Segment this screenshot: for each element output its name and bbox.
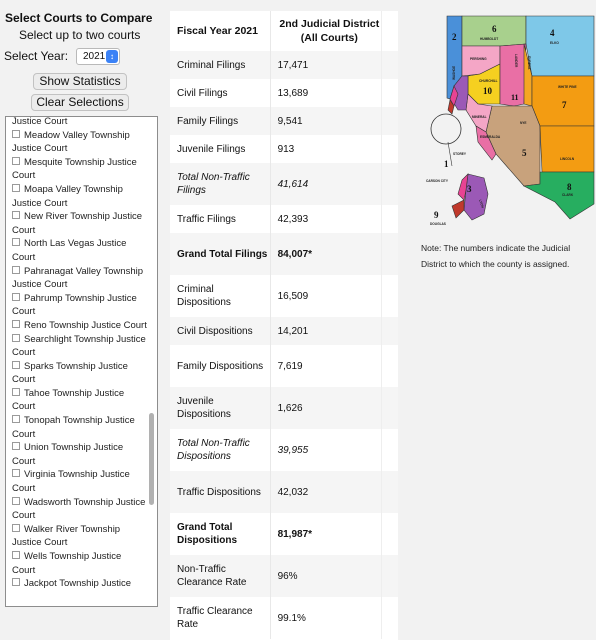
- court-checkbox[interactable]: [12, 211, 20, 219]
- court-name: Justice Court: [12, 116, 68, 127]
- table-spacer-cell: [381, 387, 398, 429]
- court-checkbox[interactable]: [12, 551, 20, 559]
- statistics-table: [170, 11, 398, 640]
- court-list: [6, 116, 157, 591]
- row-value: 41,614: [270, 163, 382, 205]
- court-checkbox[interactable]: [12, 266, 20, 274]
- court-list-item[interactable]: [6, 319, 157, 333]
- county-label: ESMERALDA: [480, 135, 501, 139]
- court-list-item[interactable]: [6, 360, 157, 387]
- table-spacer-cell: [381, 345, 398, 387]
- map-note: Note: The numbers indicate the Judicial District to which the county is assigned.: [421, 243, 571, 269]
- district-label: 7: [562, 100, 567, 110]
- inset-lyon: [464, 174, 488, 220]
- table-spacer-cell: [381, 51, 398, 79]
- table-spacer-cell: [381, 79, 398, 107]
- court-name: Walker River Township Justice Court: [12, 523, 121, 549]
- district-label: 1: [444, 159, 449, 169]
- list-scrollbar-thumb[interactable]: [149, 413, 154, 505]
- row-value: 14,201: [270, 317, 382, 345]
- row-label: Civil Filings: [177, 87, 228, 99]
- court-name: Searchlight Township Justice Court: [12, 333, 146, 359]
- table-spacer-cell: [381, 471, 398, 513]
- row-value: 42,393: [270, 205, 382, 233]
- court-name: Moapa Valley Township Justice Court: [12, 183, 123, 209]
- court-checkbox[interactable]: [12, 578, 20, 586]
- clear-selections-button[interactable]: Clear Selections: [31, 94, 129, 111]
- court-list-item[interactable]: [6, 292, 157, 319]
- court-name: Pahrump Township Justice Court: [12, 292, 137, 318]
- county-label: ELKO: [550, 41, 559, 45]
- district-label: 11: [511, 93, 519, 102]
- district-label: 6: [492, 24, 497, 34]
- court-name: Mesquite Township Justice Court: [12, 156, 137, 182]
- county-label: EUREKA: [527, 56, 531, 70]
- row-label: Criminal Filings: [177, 59, 246, 71]
- court-checkbox[interactable]: [12, 130, 20, 138]
- court-name: Sparks Township Justice Court: [12, 360, 128, 386]
- row-label: Grand Total Dispositions: [177, 522, 238, 546]
- court-list-item[interactable]: [6, 550, 157, 577]
- court-checkbox[interactable]: [12, 524, 20, 532]
- county-label: CLARK: [562, 193, 574, 197]
- chevron-updown-icon: ↕: [106, 50, 118, 63]
- district-label: 5: [522, 148, 527, 158]
- row-value: 913: [270, 135, 382, 163]
- court-checkbox[interactable]: [12, 388, 20, 396]
- table-row: [170, 135, 398, 163]
- table-row: [170, 107, 398, 135]
- court-checkbox[interactable]: [12, 238, 20, 246]
- court-list-item[interactable]: [6, 183, 157, 210]
- table-row: [170, 387, 398, 429]
- table-row: [170, 51, 398, 79]
- district-label: 2: [452, 32, 457, 42]
- court-name: New River Township Justice Court: [12, 211, 143, 236]
- table-row: [170, 513, 398, 555]
- inset-circle: [431, 114, 461, 144]
- court-checkbox[interactable]: [12, 469, 20, 477]
- court-list-item[interactable]: [6, 468, 157, 495]
- table-row: [170, 555, 398, 597]
- county-label: PERSHING: [470, 57, 487, 61]
- court-checkbox[interactable]: [12, 293, 20, 301]
- court-list-item[interactable]: [6, 441, 157, 468]
- row-label: Family Filings: [177, 115, 239, 127]
- table-row: [170, 317, 398, 345]
- county-label: LYON: [478, 198, 485, 209]
- court-listbox[interactable]: [5, 116, 158, 607]
- row-label: Grand Total Filings: [177, 248, 268, 260]
- court-list-item[interactable]: [6, 265, 157, 292]
- county-label: DOUGLAS: [430, 222, 446, 226]
- row-label: Criminal Dispositions: [177, 284, 231, 308]
- header-fiscal-year: Fiscal Year 2021: [177, 24, 258, 37]
- court-list-item[interactable]: [6, 387, 157, 414]
- county-label: MINERAL: [472, 115, 487, 119]
- court-list-item[interactable]: [6, 210, 157, 237]
- court-name: Tahoe Township Justice Court: [12, 387, 125, 413]
- table-spacer-cell: [381, 205, 398, 233]
- court-list-item[interactable]: [6, 414, 157, 441]
- court-name: Wells Township Justice Court: [12, 551, 122, 576]
- district-label: 10: [483, 86, 492, 96]
- row-value: 96%: [270, 555, 382, 597]
- row-value: 39,955: [270, 429, 382, 471]
- court-list-item[interactable]: [6, 129, 157, 156]
- court-name: Reno Township Justice Court: [24, 319, 147, 331]
- county-label: NYE: [520, 121, 527, 125]
- row-label: Traffic Clearance Rate: [177, 606, 253, 630]
- court-checkbox[interactable]: [12, 361, 20, 369]
- table-spacer-cell: [381, 429, 398, 471]
- county-label: STOREY: [453, 152, 467, 156]
- table-spacer-cell: [381, 11, 398, 51]
- county-label: CARSON CITY: [426, 179, 448, 183]
- row-label: Traffic Dispositions: [177, 486, 261, 498]
- table-spacer-cell: [381, 107, 398, 135]
- court-list-item[interactable]: [6, 116, 157, 129]
- year-label: Select Year:: [4, 49, 69, 63]
- district-label: 4: [550, 28, 555, 38]
- county-label: HUMBOLDT: [480, 37, 499, 41]
- row-label: Civil Dispositions: [177, 325, 253, 337]
- court-name: Tonopah Township Justice Court: [12, 415, 135, 440]
- table-row: [170, 275, 398, 317]
- table-row: [170, 597, 398, 639]
- table-spacer-cell: [381, 233, 398, 275]
- table-spacer-cell: [381, 513, 398, 555]
- row-label: Non-Traffic Clearance Rate: [177, 564, 247, 588]
- inset-douglas: [452, 200, 464, 218]
- inset-connector: [448, 142, 452, 166]
- table-row: [170, 345, 398, 387]
- row-label: Juvenile Filings: [177, 143, 246, 155]
- table-spacer-cell: [381, 555, 398, 597]
- district-label: 8: [567, 182, 572, 192]
- court-selection-panel: [0, 0, 162, 640]
- county-label: LINCOLN: [560, 157, 575, 161]
- county-label: WHITE PINE: [558, 85, 577, 89]
- panel-title: Select Courts to Compare: [5, 11, 153, 25]
- court-name: Wadsworth Township Justice Court: [12, 496, 146, 522]
- row-value: 99.1%: [270, 597, 382, 639]
- table-row: [170, 471, 398, 513]
- court-list-item[interactable]: [6, 523, 157, 550]
- court-name: Virginia Township Justice Court: [12, 469, 130, 495]
- table-spacer-cell: [381, 275, 398, 317]
- court-name: Union Township Justice Court: [12, 442, 124, 467]
- row-value: 84,007*: [270, 233, 382, 275]
- row-label: Family Dispositions: [177, 360, 264, 372]
- district-label: 3: [467, 184, 472, 194]
- elko-county: [526, 16, 594, 76]
- court-checkbox[interactable]: [12, 184, 20, 192]
- district-label: 9: [434, 210, 439, 220]
- table-row: [170, 205, 398, 233]
- court-name: Jackpot Township Justice: [24, 578, 132, 590]
- court-checkbox[interactable]: [12, 320, 20, 328]
- county-label: WASHOE: [452, 65, 456, 80]
- court-name: Pahranagat Valley Township Justice Court: [12, 265, 144, 291]
- row-value: 42,032: [270, 471, 382, 513]
- table-spacer-cell: [381, 317, 398, 345]
- header-district: 2nd Judicial District (All Courts): [270, 11, 382, 51]
- row-value: 16,509: [270, 275, 382, 317]
- court-checkbox[interactable]: [12, 497, 20, 505]
- county-label: LANDER: [514, 54, 518, 68]
- panel-subtitle: Select up to two courts: [19, 28, 141, 42]
- row-value: 17,471: [270, 51, 382, 79]
- row-label: Traffic Filings: [177, 213, 236, 225]
- court-checkbox[interactable]: [12, 157, 20, 165]
- nevada-judicial-district-map: [420, 14, 596, 240]
- lincoln-county: [540, 126, 594, 172]
- table-row: [170, 79, 398, 107]
- table-spacer-cell: [381, 597, 398, 639]
- table-row: [170, 163, 398, 205]
- row-value: 9,541: [270, 107, 382, 135]
- row-value: 81,987*: [270, 513, 382, 555]
- county-label: CHURCHILL: [479, 79, 498, 83]
- table-row: [170, 429, 398, 471]
- row-value: 13,689: [270, 79, 382, 107]
- table-spacer-cell: [381, 163, 398, 205]
- court-name: North Las Vegas Justice Court: [12, 238, 127, 263]
- table-spacer-cell: [381, 135, 398, 163]
- list-scrollbar[interactable]: [147, 117, 156, 606]
- court-checkbox[interactable]: [12, 442, 20, 450]
- year-select-value: 2021: [83, 51, 106, 62]
- nye-county: [486, 106, 540, 186]
- row-label: Juvenile Dispositions: [177, 396, 231, 420]
- court-list-item[interactable]: [6, 237, 157, 264]
- court-list-item[interactable]: [6, 156, 157, 183]
- row-label: Total Non-Traffic Dispositions: [177, 438, 250, 462]
- court-checkbox[interactable]: [12, 415, 20, 423]
- row-label: Total Non-Traffic Filings: [177, 172, 250, 196]
- row-value: 1,626: [270, 387, 382, 429]
- show-statistics-button[interactable]: Show Statistics: [33, 73, 127, 90]
- year-select[interactable]: [76, 48, 120, 65]
- row-value: 7,619: [270, 345, 382, 387]
- table-row: [170, 233, 398, 275]
- table-header-row: [170, 11, 398, 51]
- court-list-item[interactable]: [6, 577, 157, 591]
- court-name: Meadow Valley Township Justice Court: [12, 129, 130, 155]
- court-checkbox[interactable]: [12, 334, 20, 342]
- court-list-item[interactable]: [6, 333, 157, 360]
- court-list-item[interactable]: [6, 496, 157, 523]
